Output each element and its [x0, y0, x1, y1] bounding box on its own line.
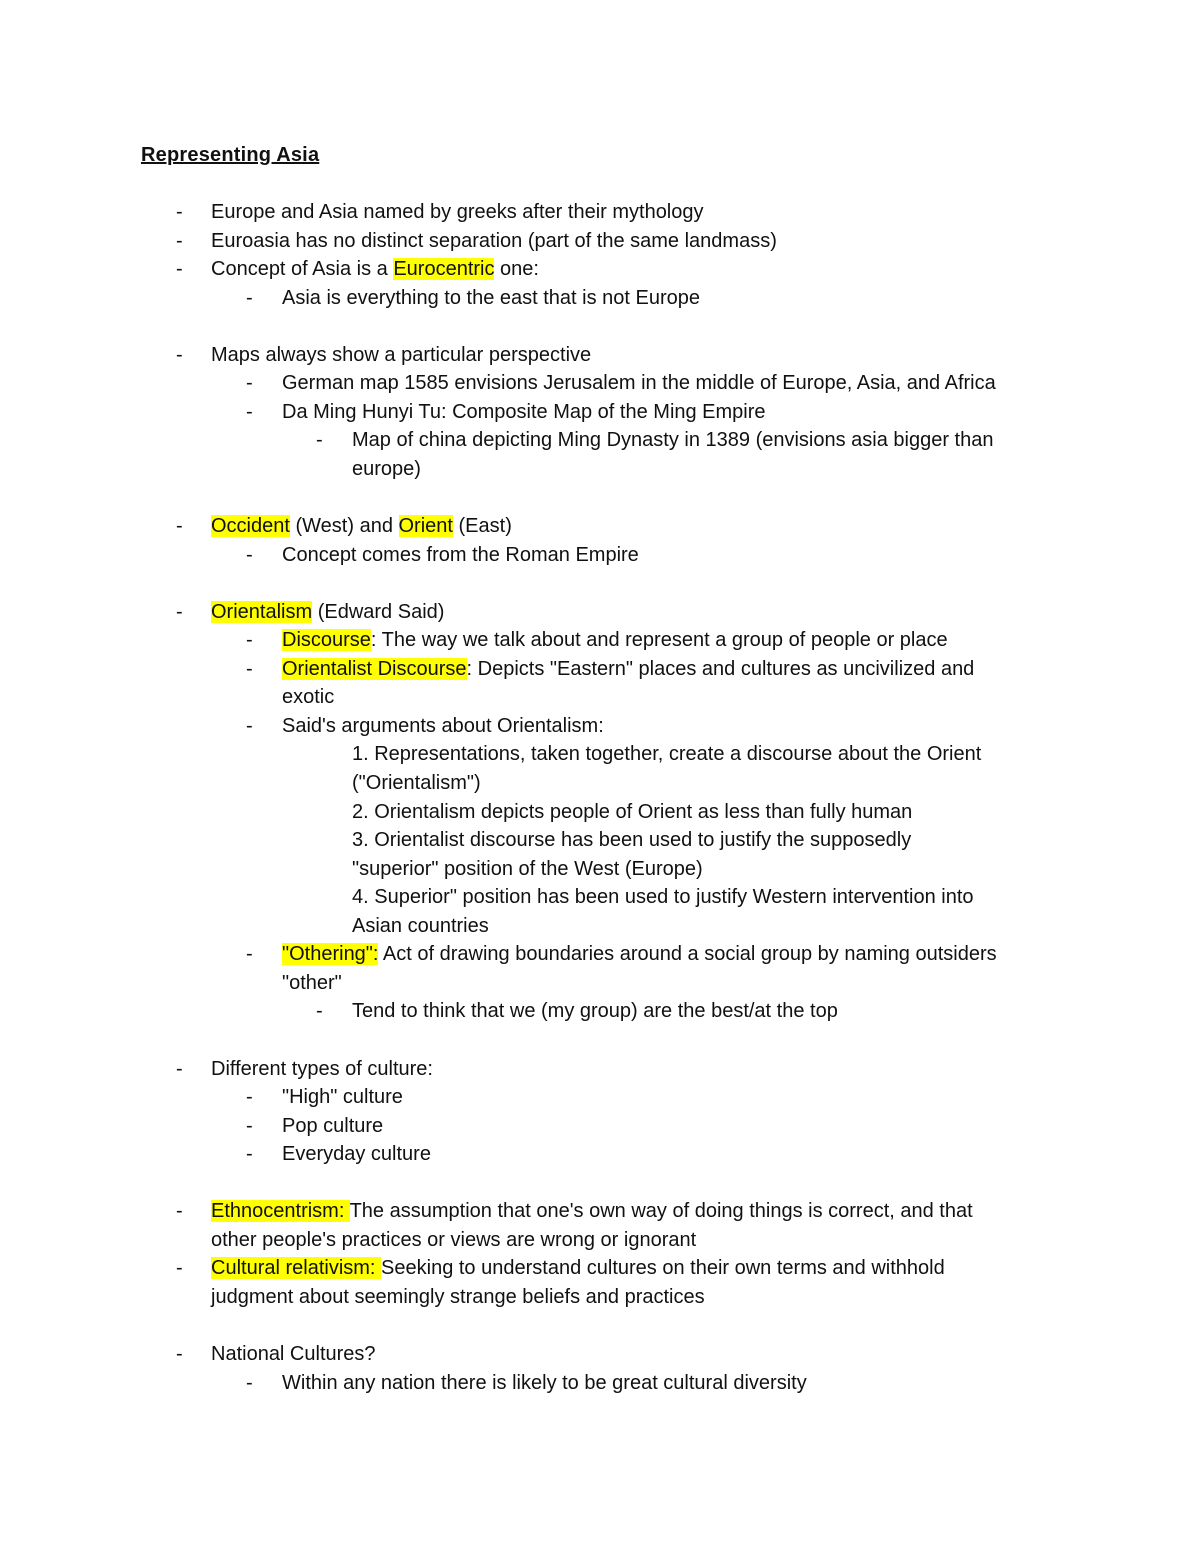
text-segment: Different types of culture: — [211, 1057, 433, 1080]
highlighted-term: Discourse — [282, 629, 371, 652]
list-item — [0, 198, 1200, 226]
highlighted-term: Eurocentric — [393, 258, 495, 281]
list-item-text — [211, 1226, 696, 1254]
bullet-dash: - — [316, 1000, 323, 1023]
bullet-dash: - — [246, 543, 253, 566]
list-item-text — [211, 1340, 376, 1368]
list-item — [0, 1226, 1200, 1254]
bullet-dash: - — [176, 258, 183, 281]
list-item-text — [282, 655, 974, 683]
list-item — [0, 1112, 1200, 1140]
text-segment: Seeking to understand cultures on their own terms and withhold — [381, 1257, 945, 1280]
list-item — [0, 740, 1200, 768]
bullet-dash: - — [316, 429, 323, 452]
list-item — [0, 512, 1200, 540]
bullet-dash: - — [246, 714, 253, 737]
list-item-text — [282, 1112, 383, 1140]
text-segment: Everyday culture — [282, 1143, 431, 1166]
bullet-dash: - — [246, 372, 253, 395]
list-item-text — [211, 512, 512, 540]
list-item — [0, 1140, 1200, 1168]
bullet-dash: - — [176, 600, 183, 623]
list-item — [0, 769, 1200, 797]
list-item-text — [282, 541, 639, 569]
list-item-text — [352, 798, 912, 826]
list-item-text — [211, 255, 539, 283]
list-item-text — [352, 997, 838, 1025]
text-segment: Within any nation there is likely to be great cultural diversity — [282, 1371, 807, 1394]
list-item-text — [282, 1140, 431, 1168]
list-item — [0, 626, 1200, 654]
list-item — [0, 398, 1200, 426]
text-segment: "High" culture — [282, 1086, 403, 1109]
list-item — [0, 1254, 1200, 1282]
list-item — [0, 1197, 1200, 1225]
text-segment: 4. Superior" position has been used to justify Western intervention into — [352, 886, 974, 909]
text-segment: The assumption that one's own way of doing things is correct, and that — [349, 1200, 973, 1223]
list-item — [0, 1340, 1200, 1368]
bullet-dash: - — [246, 286, 253, 309]
list-item — [0, 655, 1200, 683]
text-segment: Maps always show a particular perspective — [211, 343, 592, 366]
list-item-text — [211, 1254, 945, 1282]
bullet-dash: - — [246, 1086, 253, 1109]
list-item — [0, 798, 1200, 826]
text-segment: : Depicts "Eastern" places and cultures as uncivilized and — [466, 657, 975, 680]
page-title: Representing Asia — [141, 144, 320, 166]
list-item — [0, 1083, 1200, 1111]
list-item — [0, 712, 1200, 740]
bullet-dash: - — [246, 943, 253, 966]
highlighted-term: Ethnocentrism: — [211, 1200, 350, 1223]
list-item — [0, 598, 1200, 626]
list-item — [0, 341, 1200, 369]
list-item-text — [282, 683, 334, 711]
list-item-text — [211, 1197, 973, 1225]
bullet-dash: - — [176, 201, 183, 223]
list-item-text — [282, 712, 604, 740]
text-segment: 3. Orientalist discourse has been used to justify the supposedly — [352, 829, 912, 852]
list-item — [0, 969, 1200, 997]
bullet-dash: - — [246, 1143, 253, 1166]
text-segment: Asia is everything to the east that is not Europe — [282, 286, 701, 309]
list-item-text — [282, 1369, 807, 1397]
bullet-dash: - — [246, 1114, 253, 1137]
list-item — [0, 426, 1200, 454]
text-segment: Map of china depicting Ming Dynasty in 1389 (envisions asia bigger than — [352, 429, 994, 452]
list-item — [0, 683, 1200, 711]
text-segment: "other" — [282, 971, 342, 994]
list-item-text — [352, 740, 981, 768]
bullet-dash: - — [246, 400, 253, 423]
list-item-text — [282, 1083, 403, 1111]
text-segment: German map 1585 envisions Jerusalem in the middle of Europe, Asia, and Africa — [282, 372, 996, 395]
list-item-text — [282, 969, 342, 997]
list-item — [0, 912, 1200, 940]
bullet-dash: - — [176, 515, 183, 538]
text-segment: Da Ming Hunyi Tu: Composite Map of the Ming Empire — [282, 400, 766, 423]
list-item-text — [282, 940, 997, 968]
list-item-text — [211, 1283, 705, 1311]
list-item — [0, 826, 1200, 854]
list-item — [0, 940, 1200, 968]
bullet-dash: - — [176, 1343, 183, 1365]
list-item-text — [352, 426, 993, 454]
text-segment: Pop culture — [282, 1114, 384, 1137]
text-segment: europe) — [352, 457, 421, 480]
bullet-dash: - — [176, 229, 183, 252]
list-item-text — [352, 912, 489, 940]
list-item — [0, 1055, 1200, 1083]
list-item — [0, 855, 1200, 883]
text-segment: (Edward Said) — [312, 600, 445, 623]
list-item — [0, 255, 1200, 283]
highlighted-term: Orient — [398, 515, 453, 538]
text-segment: National Cultures? — [211, 1343, 376, 1365]
bullet-dash: - — [246, 1371, 253, 1394]
list-item-text — [211, 227, 777, 255]
list-item-text — [282, 398, 766, 426]
text-segment: exotic — [282, 686, 335, 709]
list-item-text — [352, 883, 974, 911]
list-item-text — [352, 826, 911, 854]
highlighted-term: Orientalist Discourse — [282, 657, 467, 680]
highlighted-term: "Othering": — [282, 943, 379, 966]
text-segment: Asian countries — [352, 914, 489, 937]
list-item — [0, 997, 1200, 1025]
text-segment: Said's arguments about Orientalism: — [282, 714, 604, 737]
list-item — [0, 227, 1200, 255]
text-segment: (East) — [452, 515, 512, 538]
list-item-text — [352, 455, 421, 483]
bullet-dash: - — [246, 629, 253, 652]
list-item — [0, 369, 1200, 397]
highlighted-term: Cultural relativism: — [211, 1257, 382, 1280]
text-segment: Concept comes from the Roman Empire — [282, 543, 639, 566]
bullet-dash: - — [246, 657, 253, 680]
text-segment: one: — [494, 258, 539, 281]
list-item-text — [282, 369, 996, 397]
text-segment: (West) and — [289, 515, 399, 538]
text-segment: other people's practices or views are wrong or ignorant — [211, 1228, 697, 1251]
list-item-text — [211, 341, 591, 369]
text-segment: Concept of Asia is a — [211, 258, 394, 281]
text-segment: Euroasia has no distinct separation (part of the same landmass) — [211, 229, 777, 252]
text-segment: ("Orientalism") — [352, 772, 481, 794]
text-segment: judgment about seemingly strange beliefs and practices — [211, 1285, 705, 1308]
list-item-text — [211, 198, 704, 226]
highlighted-term: Orientalism — [211, 600, 313, 623]
text-segment: Act of drawing boundaries around a social group by naming outsiders — [378, 943, 997, 966]
list-item-text — [211, 1055, 433, 1083]
text-segment: : The way we talk about and represent a group of people or place — [370, 629, 948, 652]
list-item — [0, 284, 1200, 312]
text-segment: "superior" position of the West (Europe) — [352, 857, 703, 880]
list-item — [0, 541, 1200, 569]
text-segment: 1. Representations, taken together, create a discourse about the Orient — [352, 743, 982, 766]
text-segment: Europe and Asia named by greeks after their mythology — [211, 201, 704, 223]
bullet-dash: - — [176, 1057, 183, 1080]
list-item — [0, 455, 1200, 483]
bullet-dash: - — [176, 1257, 183, 1280]
list-item-text — [211, 598, 444, 626]
highlighted-term: Occident — [211, 515, 290, 538]
list-item-text — [352, 769, 481, 797]
list-item — [0, 1369, 1200, 1397]
bullet-dash: - — [176, 1200, 183, 1223]
text-segment: Tend to think that we (my group) are the best/at the top — [352, 1000, 838, 1023]
list-item-text — [352, 855, 703, 883]
list-item — [0, 1283, 1200, 1311]
list-item-text — [282, 284, 700, 312]
list-item-text — [282, 626, 948, 654]
text-segment: 2. Orientalism depicts people of Orient as less than fully human — [352, 800, 913, 823]
bullet-dash: - — [176, 343, 183, 366]
list-item — [0, 883, 1200, 911]
